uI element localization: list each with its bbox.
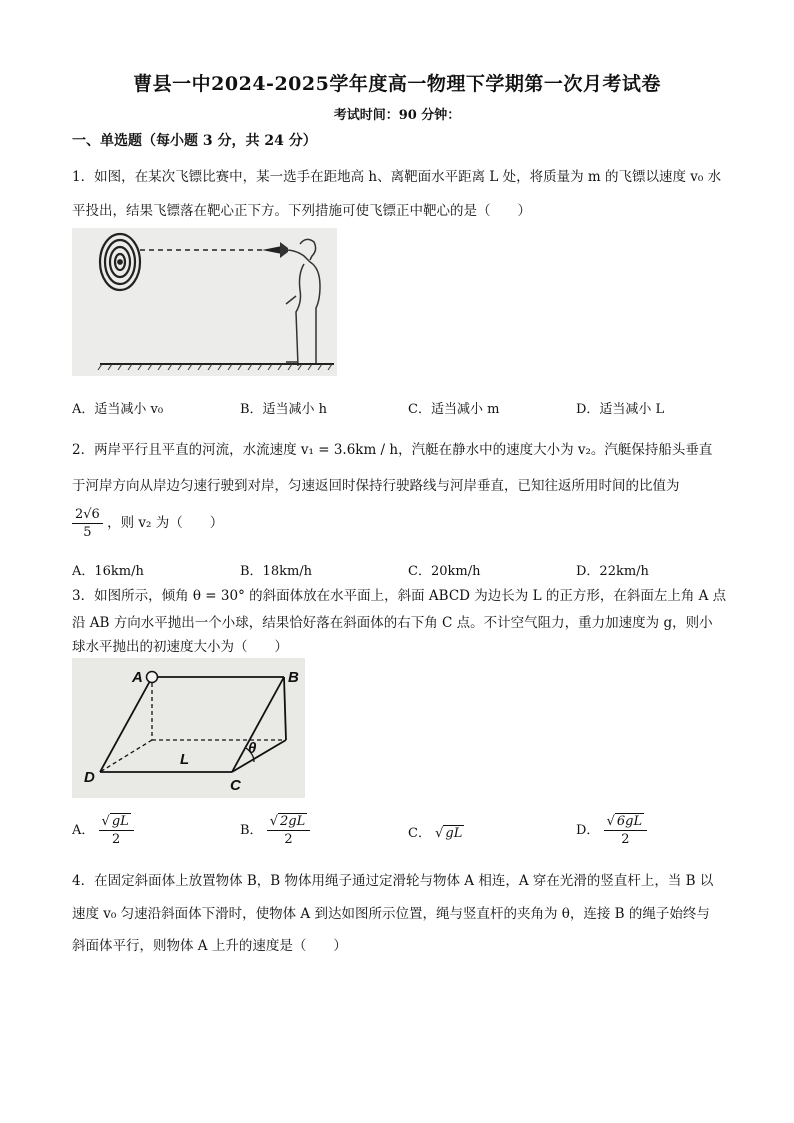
person-figure	[286, 239, 326, 366]
q3-option-b-fraction: $\frac{√ 2gL}{2}$	[267, 813, 311, 848]
q3-option-b-radicand: 2gL	[280, 814, 306, 829]
exam-time: 考试时间：90 分钟：	[333, 108, 461, 123]
q3-line2: 沿 AB 方向水平抛出一个小球，结果恰好落在斜面体的右下角 C 点。不计空气阻力，重力加速度为 g，则小	[72, 615, 713, 631]
ratio-denominator: 5	[83, 525, 92, 540]
q1-option-c[interactable]: C．适当减小 m	[408, 402, 500, 417]
dart-figure	[72, 228, 337, 376]
page-title: 曹县一中2024-2025学年度高一物理下学期第一次月考试卷	[133, 73, 661, 95]
ratio-fraction	[72, 506, 103, 541]
q2-line3	[72, 506, 223, 541]
vertex-label-b: B	[288, 669, 299, 686]
q3-option-d-prefix: D．	[576, 823, 600, 838]
q1-line2: 平投出，结果飞镖落在靶心正下方。下列措施可使飞镖正中靶心的是（ ）	[72, 203, 531, 219]
q3-option-d-den: 2	[621, 832, 630, 847]
q3-option-c[interactable]: C． √ gL	[408, 826, 463, 841]
vertex-label-d: D	[84, 769, 95, 786]
q3-option-a-den: 2	[112, 832, 121, 847]
q3-line1: 3．如图所示，倾角 θ = 30° 的斜面体放在水平面上，斜面 ABCD 为边长为 L 的正方形，在斜面左上角 A 点	[72, 588, 727, 604]
q3-option-b-den: 2	[284, 832, 293, 847]
q3-line3: 球水平抛出的初速度大小为（ ）	[72, 639, 288, 655]
section-heading: 一、单选题（每小题 3 分，共 24 分）	[72, 133, 317, 149]
q3-option-a[interactable]	[72, 813, 134, 848]
dart-thrower-illustration	[72, 228, 337, 376]
q1-option-d[interactable]: D．适当减小 L	[576, 402, 665, 417]
q3-option-c-prefix: C．	[408, 826, 431, 841]
q4-line3: 斜面体平行，则物体 A 上升的速度是（ ）	[72, 938, 347, 954]
q3-option-d[interactable]	[576, 813, 647, 848]
dartboard-icon	[100, 234, 140, 290]
q1-line1: 1．如图，在某次飞镖比赛中，某一选手在距地高 h、离靶面水平距离 L 处，将质量为 m 的飞镖以速度 v₀ 水	[72, 169, 722, 185]
q2-option-b[interactable]: B．18km/h	[240, 564, 313, 579]
q2-line2: 于河岸方向从岸边匀速行驶到对岸，匀速返回时保持行驶路线与河岸垂直，已知往返所用时间的比值为	[72, 478, 680, 494]
q3-option-b-prefix: B．	[240, 823, 263, 838]
q1-option-a[interactable]: A．适当减小 v₀	[72, 402, 164, 417]
q3-option-c-radicand: gL	[445, 826, 463, 841]
q4-line2: 速度 v₀ 匀速沿斜面体下滑时，使物体 A 到达如图所示位置，绳与竖直杆的夹角为 θ，连接 B 的绳子始终与	[72, 906, 710, 922]
ratio-numerator: 2√6	[72, 506, 103, 524]
q2-option-d[interactable]: D．22km/h	[576, 564, 649, 579]
q2-option-c[interactable]: C．20km/h	[408, 564, 481, 579]
incline-figure	[72, 658, 305, 798]
edge-label-l: L	[180, 751, 190, 768]
q2-option-a[interactable]: A．16km/h	[72, 564, 144, 579]
q3-option-d-fraction: $\frac{√ 6gL}{2}$	[604, 813, 648, 848]
angle-label-theta: θ	[248, 740, 257, 757]
incline-diagram	[72, 658, 305, 798]
q1-option-b[interactable]: B．适当减小 h	[240, 402, 328, 417]
q2-line1: 2．两岸平行且平直的河流，水流速度 v₁ = 3.6km / h，汽艇在静水中的速度大小为 v₂。汽艇保持船头垂直	[72, 442, 713, 458]
vertex-label-a: A	[132, 669, 143, 686]
q3-option-a-radicand: gL	[111, 814, 129, 829]
q3-option-a-prefix: A．	[72, 823, 95, 838]
q3-option-a-fraction: $\frac{√ gL}{2}$	[99, 813, 134, 848]
q2-line3-tail: ，则 v₂ 为（ ）	[107, 515, 224, 531]
q3-option-d-radicand: 6gL	[616, 814, 643, 829]
q3-option-b[interactable]	[240, 813, 310, 848]
q4-line1: 4．在固定斜面体上放置物体 B，B 物体用绳子通过定滑轮与物体 A 相连，A 穿在光滑的竖直杆上，当 B 以	[72, 873, 714, 889]
ball-icon	[147, 672, 158, 683]
vertex-label-c: C	[230, 777, 241, 794]
